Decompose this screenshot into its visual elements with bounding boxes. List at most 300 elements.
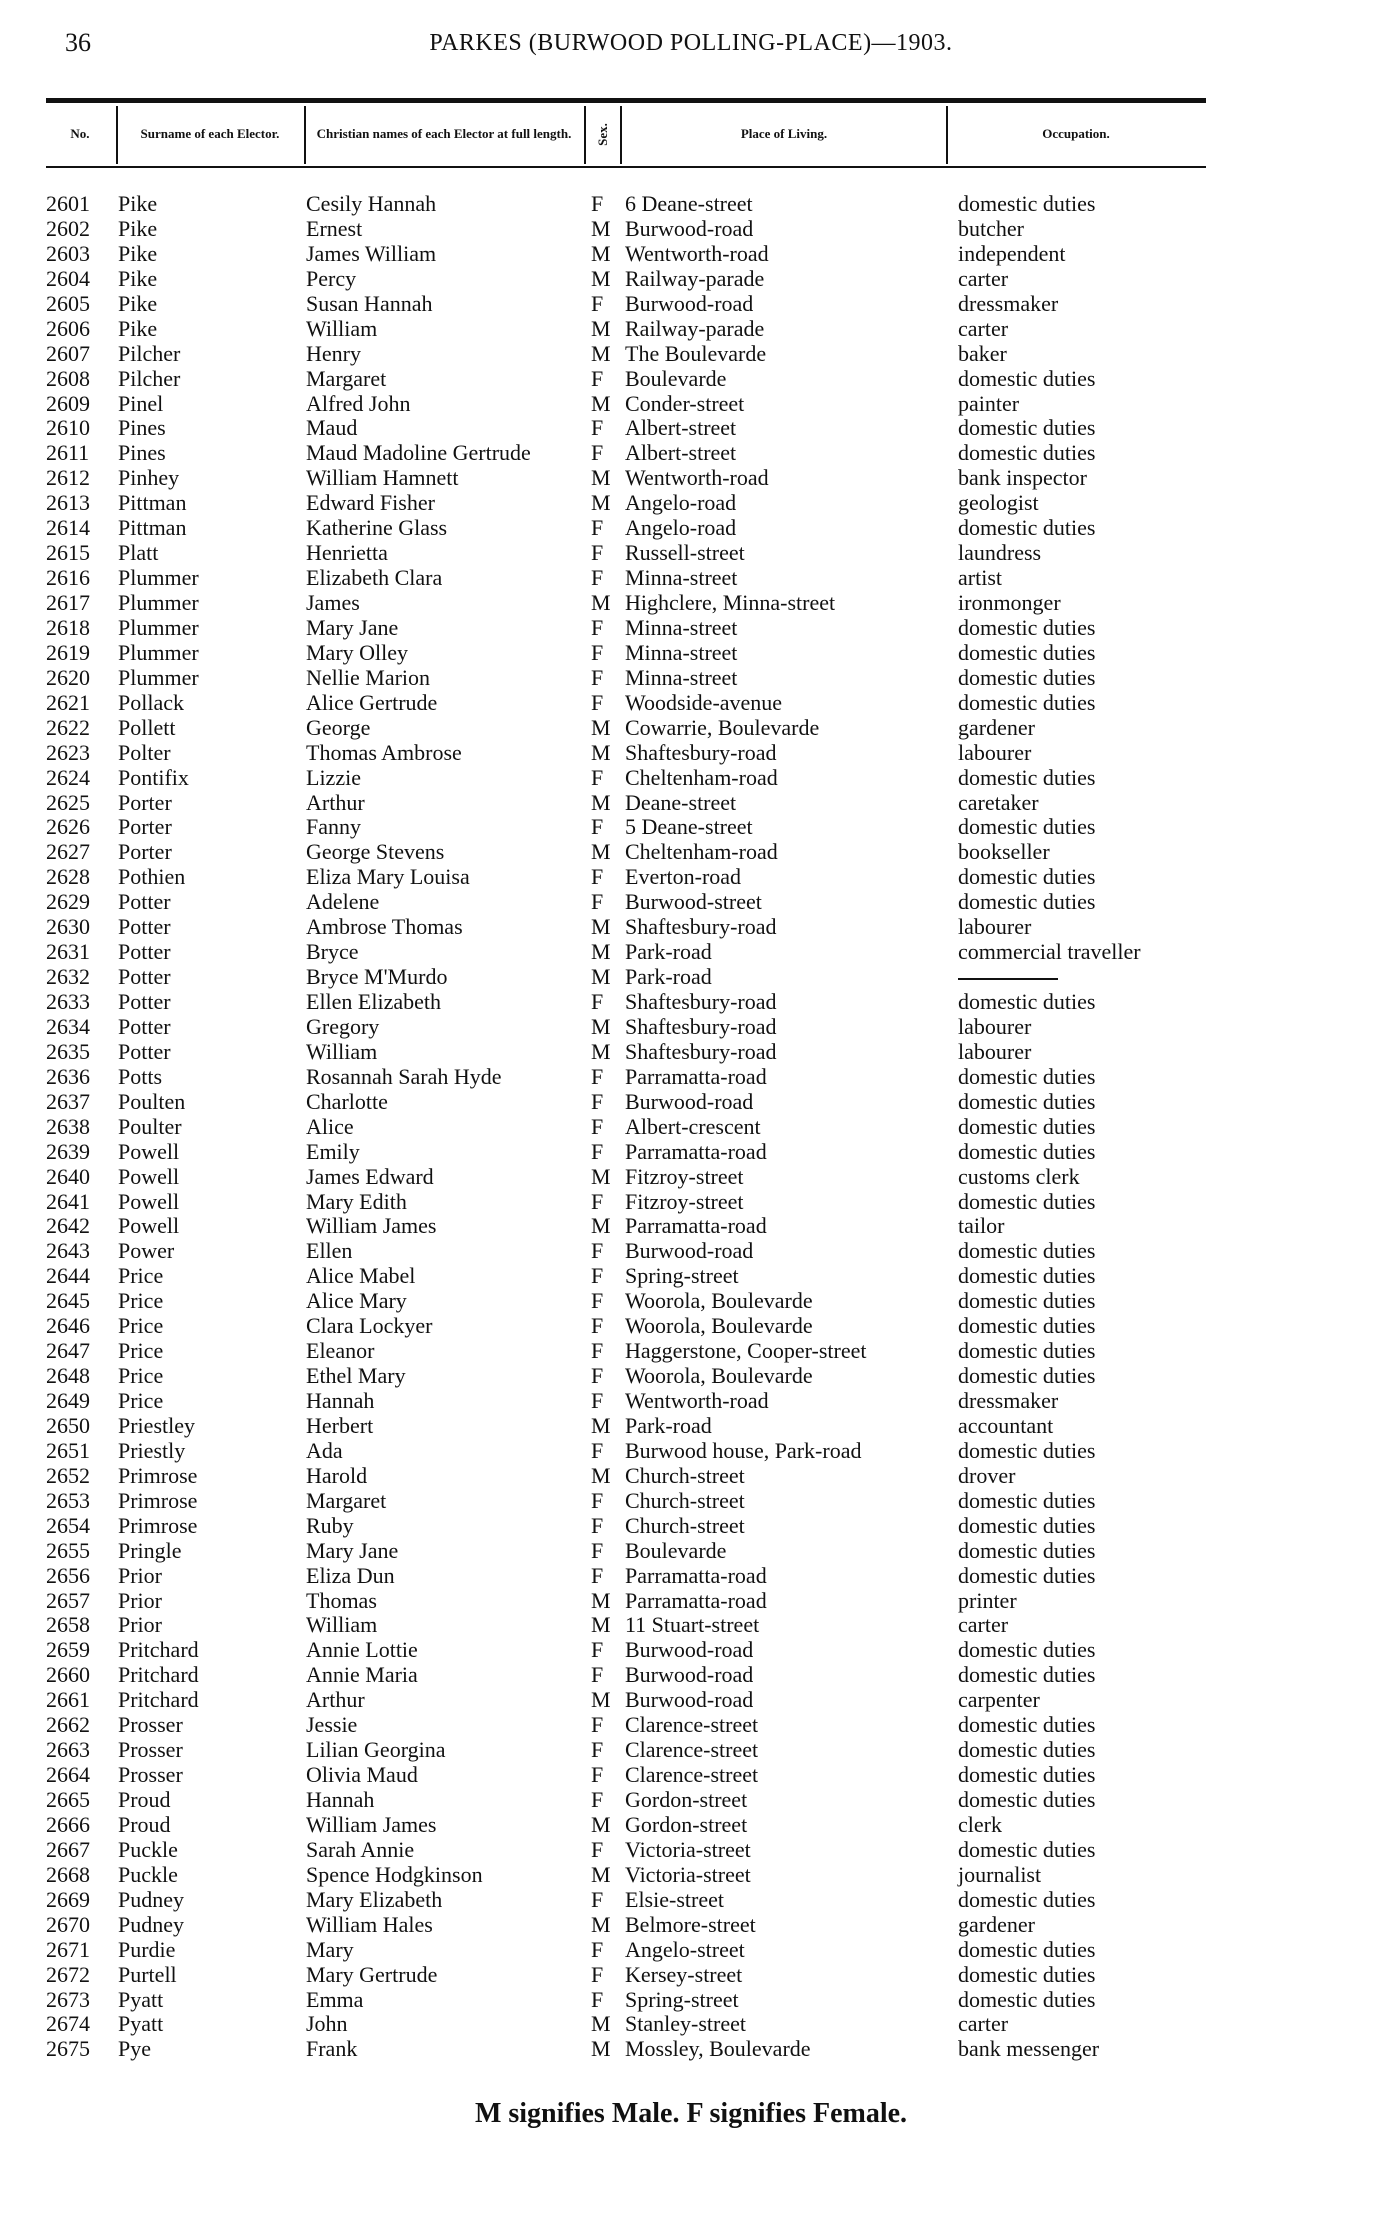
elector-number: 2625 <box>46 789 90 815</box>
elector-place-of-living: Mossley, Boulevarde <box>625 2036 811 2062</box>
elector-place-of-living: Everton-road <box>625 864 742 890</box>
table-row <box>0 1439 1382 1464</box>
elector-surname: Powell <box>118 1163 180 1189</box>
elector-place-of-living: The Boulevarde <box>625 340 767 366</box>
table-row <box>0 1938 1382 1963</box>
elector-christian-names: Sarah Annie <box>306 1836 415 1862</box>
elector-place-of-living: Victoria-street <box>625 1836 751 1862</box>
elector-christian-names: Ellen <box>306 1238 353 1264</box>
elector-occupation: domestic duties <box>958 515 1096 541</box>
elector-surname: Pike <box>118 240 158 266</box>
elector-surname: Prior <box>118 1612 162 1638</box>
elector-surname: Plummer <box>118 590 199 615</box>
elector-sex: F <box>591 515 604 541</box>
elector-place-of-living: Parramatta-road <box>625 1138 767 1164</box>
elector-occupation: geologist <box>958 490 1039 516</box>
table-row <box>0 1040 1382 1065</box>
elector-occupation: gardener <box>958 1911 1035 1937</box>
elector-place-of-living: Victoria-street <box>625 1861 751 1887</box>
elector-place-of-living: Albert-street <box>625 415 737 441</box>
elector-occupation: domestic duties <box>958 889 1096 915</box>
table-row <box>0 541 1382 566</box>
elector-surname: Porter <box>118 789 172 815</box>
elector-surname: Proud <box>118 1811 171 1837</box>
elector-christian-names: Jessie <box>306 1712 358 1738</box>
elector-occupation: butcher <box>958 215 1024 241</box>
elector-sex: M <box>591 265 611 291</box>
elector-place-of-living: Railway-parade <box>625 315 765 341</box>
elector-surname: Price <box>118 1263 164 1289</box>
elector-surname: Potter <box>118 914 171 940</box>
elector-place-of-living: Parramatta-road <box>625 1063 767 1089</box>
elector-christian-names: George Stevens <box>306 839 445 865</box>
elector-number: 2666 <box>46 1811 90 1837</box>
elector-occupation: domestic duties <box>958 1562 1096 1588</box>
elector-surname: Plummer <box>118 639 199 665</box>
elector-surname: Powell <box>118 1138 180 1164</box>
elector-occupation: domestic duties <box>958 1188 1096 1214</box>
elector-number: 2667 <box>46 1836 90 1862</box>
elector-surname: Porter <box>118 839 172 865</box>
elector-sex: M <box>591 590 611 615</box>
elector-place-of-living: Angelo-street <box>625 1936 745 1962</box>
elector-sex: F <box>591 1562 604 1588</box>
elector-surname: Purdie <box>118 1936 176 1962</box>
elector-place-of-living: Minna-street <box>625 565 738 591</box>
elector-sex: F <box>591 1787 604 1812</box>
elector-number: 2616 <box>46 565 90 591</box>
elector-number: 2604 <box>46 265 90 291</box>
elector-sex: F <box>591 1437 604 1463</box>
elector-sex: M <box>591 1213 611 1239</box>
elector-occupation: domestic duties <box>958 1961 1096 1987</box>
table-row <box>0 1165 1382 1190</box>
elector-occupation: ironmonger <box>958 590 1061 615</box>
elector-sex: F <box>591 689 604 715</box>
elector-number: 2672 <box>46 1961 90 1987</box>
elector-place-of-living: Wentworth-road <box>625 240 769 266</box>
elector-surname: Puckle <box>118 1861 178 1887</box>
table-row <box>0 491 1382 516</box>
elector-occupation: laundress <box>958 540 1042 566</box>
elector-place-of-living: Cheltenham-road <box>625 764 778 790</box>
elector-number: 2655 <box>46 1537 90 1563</box>
elector-number: 2671 <box>46 1936 90 1962</box>
elector-christian-names: Henrietta <box>306 540 388 566</box>
elector-sex: F <box>591 664 604 690</box>
elector-place-of-living: Clarence-street <box>625 1737 759 1763</box>
elector-occupation: tailor <box>958 1213 1005 1239</box>
elector-occupation: domestic duties <box>958 365 1096 391</box>
table-row <box>0 192 1382 217</box>
table-row <box>0 392 1382 417</box>
elector-christian-names: Lilian Georgina <box>306 1737 446 1763</box>
elector-place-of-living: Elsie-street <box>625 1886 724 1912</box>
elector-sex: M <box>591 964 611 990</box>
elector-surname: Pittman <box>118 490 187 516</box>
elector-number: 2641 <box>46 1188 90 1214</box>
elector-surname: Prosser <box>118 1762 183 1788</box>
elector-number: 2606 <box>46 315 90 341</box>
elector-sex: F <box>591 764 604 790</box>
table-row <box>0 691 1382 716</box>
elector-occupation: commercial traveller <box>958 939 1141 965</box>
table-row <box>0 1539 1382 1564</box>
elector-occupation: clerk <box>958 1811 1002 1837</box>
elector-surname: Prosser <box>118 1712 183 1738</box>
elector-occupation: bank messenger <box>958 2036 1100 2062</box>
elector-occupation: dressmaker <box>958 1388 1059 1413</box>
elector-christian-names: Ethel Mary <box>306 1363 406 1389</box>
elector-christian-names: Ernest <box>306 215 363 241</box>
elector-surname: Prosser <box>118 1737 183 1763</box>
elector-sex: F <box>591 540 604 566</box>
elector-surname: Pittman <box>118 515 187 541</box>
elector-sex: M <box>591 1587 611 1613</box>
elector-surname: Pinel <box>118 390 164 416</box>
elector-sex: F <box>591 440 604 466</box>
elector-occupation: carter <box>958 265 1009 291</box>
elector-occupation: domestic duties <box>958 989 1096 1014</box>
elector-surname: Pringle <box>118 1537 182 1563</box>
elector-occupation: domestic duties <box>958 1836 1096 1862</box>
elector-number: 2617 <box>46 590 90 615</box>
elector-occupation: bookseller <box>958 839 1050 865</box>
elector-christian-names: James William <box>306 240 437 266</box>
col-header-christian: Christian names of each Elector at full length. <box>316 125 572 141</box>
table-row <box>0 666 1382 691</box>
elector-number: 2608 <box>46 365 90 391</box>
elector-sex: M <box>591 839 611 865</box>
elector-occupation: domestic duties <box>958 864 1096 890</box>
elector-christian-names: Annie Maria <box>306 1662 418 1688</box>
elector-sex: F <box>591 1762 604 1788</box>
elector-sex: M <box>591 1687 611 1713</box>
elector-surname: Pyatt <box>118 1986 164 2012</box>
elector-sex: F <box>591 1537 604 1563</box>
elector-place-of-living: Shaftesbury-road <box>625 914 777 940</box>
elector-occupation: painter <box>958 390 1020 416</box>
table-row <box>0 1090 1382 1115</box>
elector-christian-names: Thomas Ambrose <box>306 739 462 765</box>
page-number: 36 <box>65 28 91 57</box>
elector-occupation: domestic duties <box>958 1288 1096 1314</box>
elector-surname: Polter <box>118 739 171 765</box>
elector-sex: M <box>591 1462 611 1488</box>
table-row <box>0 1140 1382 1165</box>
elector-christian-names: James <box>306 590 360 615</box>
elector-christian-names: Fanny <box>306 814 361 840</box>
elector-sex: F <box>591 989 604 1014</box>
table-row <box>0 1963 1382 1988</box>
table-row <box>0 566 1382 591</box>
elector-surname: Potter <box>118 989 171 1014</box>
elector-sex: M <box>591 2011 611 2037</box>
elector-number: 2647 <box>46 1338 90 1364</box>
elector-number: 2644 <box>46 1263 90 1289</box>
elector-place-of-living: Burwood-road <box>625 1088 754 1114</box>
elector-number: 2633 <box>46 989 90 1014</box>
elector-sex: F <box>591 1662 604 1688</box>
table-row <box>0 840 1382 865</box>
elector-sex: F <box>591 1936 604 1962</box>
elector-number: 2663 <box>46 1737 90 1763</box>
table-row <box>0 317 1382 342</box>
elector-christian-names: Arthur <box>306 789 365 815</box>
table-row <box>0 1015 1382 1040</box>
elector-occupation: printer <box>958 1587 1017 1613</box>
elector-surname: Primrose <box>118 1462 198 1488</box>
elector-surname: Primrose <box>118 1512 198 1538</box>
elector-sex: F <box>591 1388 604 1413</box>
elector-surname: Pines <box>118 415 166 441</box>
elector-occupation: drover <box>958 1462 1016 1488</box>
elector-occupation: domestic duties <box>958 1313 1096 1339</box>
elector-occupation: labourer <box>958 739 1032 765</box>
elector-sex: F <box>591 1313 604 1339</box>
elector-occupation: domestic duties <box>958 1063 1096 1089</box>
elector-surname: Prior <box>118 1562 162 1588</box>
elector-christian-names: William <box>306 1612 378 1638</box>
table-row <box>0 1913 1382 1938</box>
elector-christian-names: Eleanor <box>306 1338 375 1364</box>
elector-christian-names: Percy <box>306 265 357 291</box>
elector-number: 2657 <box>46 1587 90 1613</box>
elector-place-of-living: Gordon-street <box>625 1787 748 1812</box>
elector-christian-names: Charlotte <box>306 1088 388 1114</box>
elector-number: 2646 <box>46 1313 90 1339</box>
elector-occupation: labourer <box>958 1013 1032 1039</box>
elector-sex: M <box>591 1412 611 1438</box>
elector-number: 2659 <box>46 1637 90 1663</box>
table-row <box>0 441 1382 466</box>
elector-surname: Pyatt <box>118 2011 164 2037</box>
elector-number: 2651 <box>46 1437 90 1463</box>
elector-number: 2619 <box>46 639 90 665</box>
elector-place-of-living: Woodside-avenue <box>625 689 783 715</box>
elector-occupation: domestic duties <box>958 689 1096 715</box>
elector-christian-names: Arthur <box>306 1687 365 1713</box>
elector-christian-names: Emily <box>306 1138 360 1164</box>
elector-christian-names: George <box>306 714 371 740</box>
table-row <box>0 915 1382 940</box>
elector-occupation: domestic duties <box>958 1512 1096 1538</box>
elector-surname: Purtell <box>118 1961 177 1987</box>
elector-number: 2637 <box>46 1088 90 1114</box>
elector-christian-names: Margaret <box>306 1487 387 1513</box>
elector-sex: F <box>591 1637 604 1663</box>
elector-sex: M <box>591 789 611 815</box>
elector-christian-names: William James <box>306 1213 437 1239</box>
elector-christian-names: Henry <box>306 340 361 366</box>
elector-number: 2603 <box>46 240 90 266</box>
elector-place-of-living: Park-road <box>625 939 712 965</box>
elector-number: 2660 <box>46 1662 90 1688</box>
elector-number: 2624 <box>46 764 90 790</box>
elector-occupation: carter <box>958 315 1009 341</box>
elector-sex: F <box>591 1338 604 1364</box>
elector-sex: M <box>591 1038 611 1064</box>
elector-occupation: domestic duties <box>958 415 1096 441</box>
elector-christian-names: Maud <box>306 415 358 441</box>
table-row <box>0 591 1382 616</box>
elector-surname: Pontifix <box>118 764 189 790</box>
elector-place-of-living: Parramatta-road <box>625 1562 767 1588</box>
table-row <box>0 242 1382 267</box>
elector-place-of-living: Minna-street <box>625 639 738 665</box>
elector-christian-names: Olivia Maud <box>306 1762 418 1788</box>
elector-sex: M <box>591 215 611 241</box>
elector-christian-names: Eliza Mary Louisa <box>306 864 470 890</box>
elector-christian-names: Bryce <box>306 939 359 965</box>
elector-surname: Price <box>118 1338 164 1364</box>
table-row <box>0 292 1382 317</box>
elector-place-of-living: Burwood-road <box>625 215 754 241</box>
elector-occupation: carter <box>958 2011 1009 2037</box>
elector-number: 2618 <box>46 614 90 640</box>
elector-surname: Price <box>118 1288 164 1314</box>
table-row <box>0 267 1382 292</box>
elector-surname: Pines <box>118 440 166 466</box>
elector-sex: F <box>591 290 604 316</box>
elector-occupation: domestic duties <box>958 1238 1096 1264</box>
elector-surname: Priestley <box>118 1412 195 1438</box>
elector-occupation: domestic duties <box>958 1487 1096 1513</box>
elector-christian-names: Thomas <box>306 1587 377 1613</box>
col-header-sex <box>586 103 620 165</box>
table-row <box>0 1065 1382 1090</box>
elector-christian-names: Elizabeth Clara <box>306 565 443 591</box>
elector-place-of-living: Cheltenham-road <box>625 839 778 865</box>
elector-surname: Platt <box>118 540 159 566</box>
elector-occupation: domestic duties <box>958 1363 1096 1389</box>
elector-occupation: baker <box>958 340 1007 366</box>
elector-number: 2627 <box>46 839 90 865</box>
elector-number: 2601 <box>46 191 90 216</box>
elector-surname: Power <box>118 1238 175 1264</box>
elector-christian-names: Emma <box>306 1986 364 2012</box>
elector-surname: Plummer <box>118 565 199 591</box>
table-row <box>0 1389 1382 1414</box>
elector-place-of-living: Gordon-street <box>625 1811 748 1837</box>
elector-number: 2658 <box>46 1612 90 1638</box>
table-row <box>0 1314 1382 1339</box>
elector-number: 2650 <box>46 1412 90 1438</box>
table-row <box>0 1489 1382 1514</box>
table-row <box>0 1414 1382 1439</box>
elector-sex: M <box>591 1811 611 1837</box>
elector-place-of-living: Parramatta-road <box>625 1587 767 1613</box>
elector-christian-names: Ada <box>306 1437 343 1463</box>
elector-sex: F <box>591 1986 604 2012</box>
elector-occupation: domestic duties <box>958 1662 1096 1688</box>
elector-sex: F <box>591 1886 604 1912</box>
table-row <box>0 965 1382 990</box>
elector-christian-names: Bryce M'Murdo <box>306 964 448 990</box>
elector-christian-names: Rosannah Sarah Hyde <box>306 1063 502 1089</box>
table-row <box>0 1564 1382 1589</box>
elector-sex: M <box>591 914 611 940</box>
elector-place-of-living: Wentworth-road <box>625 465 769 491</box>
elector-occupation: domestic duties <box>958 1737 1096 1763</box>
elector-number: 2664 <box>46 1762 90 1788</box>
elector-christian-names: Hannah <box>306 1787 375 1812</box>
col-header-no: No. <box>70 125 90 141</box>
elector-sex: M <box>591 1612 611 1638</box>
table-row <box>0 791 1382 816</box>
elector-place-of-living: Burwood house, Park-road <box>625 1437 862 1463</box>
elector-surname: Pritchard <box>118 1662 199 1688</box>
elector-surname: Pye <box>118 2036 151 2062</box>
elector-occupation: dressmaker <box>958 290 1059 316</box>
elector-place-of-living: Shaftesbury-road <box>625 1038 777 1064</box>
elector-place-of-living: Parramatta-road <box>625 1213 767 1239</box>
table-row <box>0 1239 1382 1264</box>
elector-occupation: domestic duties <box>958 664 1096 690</box>
elector-place-of-living: Conder-street <box>625 390 745 416</box>
elector-place-of-living: Burwood-road <box>625 1687 754 1713</box>
elector-surname: Pritchard <box>118 1687 199 1713</box>
elector-place-of-living: 6 Deane-street <box>625 191 753 216</box>
elector-number: 2656 <box>46 1562 90 1588</box>
elector-surname: Price <box>118 1388 164 1413</box>
elector-occupation: domestic duties <box>958 1712 1096 1738</box>
elector-place-of-living: Burwood-street <box>625 889 762 915</box>
elector-number: 2654 <box>46 1512 90 1538</box>
elector-surname: Pritchard <box>118 1637 199 1663</box>
elector-christian-names: William James <box>306 1811 437 1837</box>
elector-sex: M <box>591 1861 611 1887</box>
elector-christian-names: Alice Mary <box>306 1288 407 1314</box>
elector-place-of-living: Highclere, Minna-street <box>625 590 836 615</box>
elector-sex: M <box>591 240 611 266</box>
header-rule-bottom <box>46 166 1206 168</box>
elector-number: 2643 <box>46 1238 90 1264</box>
elector-place-of-living: Shaftesbury-road <box>625 1013 777 1039</box>
elector-place-of-living: Spring-street <box>625 1263 739 1289</box>
table-row <box>0 1888 1382 1913</box>
elector-surname: Pothien <box>118 864 186 890</box>
elector-christian-names: Alice <box>306 1113 354 1139</box>
elector-sex: F <box>591 1961 604 1987</box>
elector-sex: F <box>591 565 604 591</box>
elector-surname: Pudney <box>118 1886 184 1912</box>
elector-number: 2612 <box>46 465 90 491</box>
table-row <box>0 1688 1382 1713</box>
elector-sex: M <box>591 1911 611 1937</box>
elector-number: 2661 <box>46 1687 90 1713</box>
elector-christian-names: Mary Olley <box>306 639 409 665</box>
elector-christian-names: Cesily Hannah <box>306 191 437 216</box>
table-row <box>0 1988 1382 2013</box>
table-row <box>0 1264 1382 1289</box>
elector-place-of-living: 5 Deane-street <box>625 814 753 840</box>
table-row <box>0 1464 1382 1489</box>
elector-sex: F <box>591 1487 604 1513</box>
elector-number: 2645 <box>46 1288 90 1314</box>
elector-place-of-living: Church-street <box>625 1512 745 1538</box>
elector-place-of-living: Fitzroy-street <box>625 1188 744 1214</box>
elector-number: 2649 <box>46 1388 90 1413</box>
elector-occupation: carter <box>958 1612 1009 1638</box>
elector-occupation: domestic duties <box>958 814 1096 840</box>
elector-occupation: domestic duties <box>958 639 1096 665</box>
elector-sex: F <box>591 415 604 441</box>
elector-occupation: customs clerk <box>958 1163 1080 1189</box>
elector-surname: Prior <box>118 1587 162 1613</box>
elector-sex: F <box>591 1512 604 1538</box>
elector-surname: Priestly <box>118 1437 186 1463</box>
